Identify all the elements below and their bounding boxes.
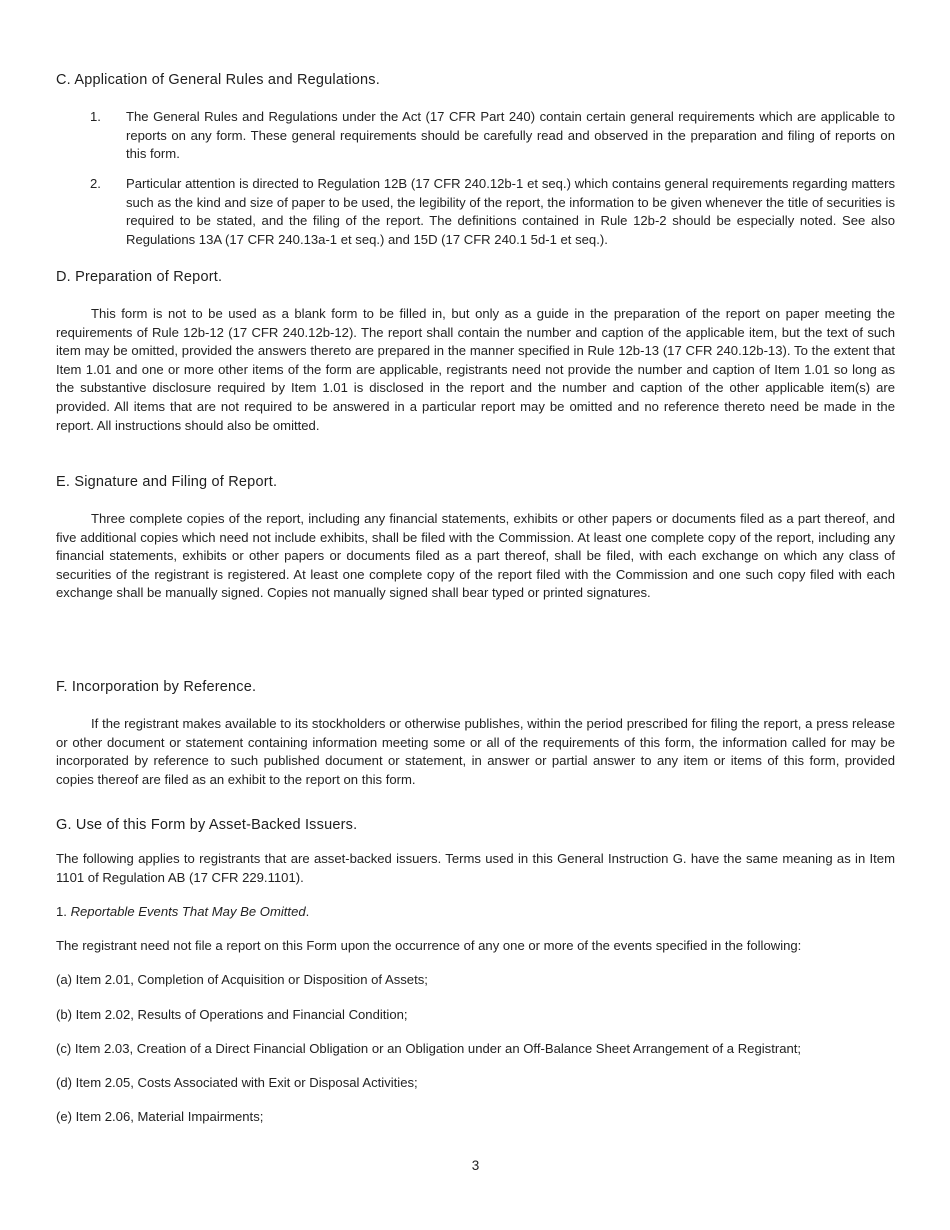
event-item: (b) Item 2.02, Results of Operations and Financial Condition;: [56, 1007, 408, 1022]
subsection-number: 1.: [56, 904, 67, 919]
section-f-body: If the registrant makes available to its stockholders or otherwise publishes, within the period prescribed for filing the report, a press release or other document or statement containing information meeting some or all of the requirements of this form, the information called for may be incorporated by reference to such published document or statement, in answer or partial answer to any item or items of this form, provided copies thereof are filed as an exhibit to the report on this form.: [56, 716, 895, 787]
section-f-heading: F. Incorporation by Reference.: [56, 679, 257, 695]
section-c-heading: C. Application of General Rules and Regulations.: [56, 72, 380, 88]
subsection-italic-title: Reportable Events That May Be Omitted: [70, 904, 306, 919]
list-text: The General Rules and Regulations under the Act (17 CFR Part 240) contain certain general requirements which are applicable to reports on any form. These general requirements should be carefully read and observed in the preparation and filing of reports on this form.: [126, 109, 895, 162]
section-d-heading: D. Preparation of Report.: [56, 269, 223, 285]
document-page: [56, 0, 895, 1230]
event-item: (d) Item 2.05, Costs Associated with Exit or Disposal Activities;: [56, 1075, 418, 1090]
events-lead: The registrant need not file a report on this Form upon the occurrence of any one or more of the events specified in the following:: [56, 938, 802, 953]
event-item: (e) Item 2.06, Material Impairments;: [56, 1109, 264, 1124]
section-e-heading: E. Signature and Filing of Report.: [56, 474, 278, 490]
page-number: 3: [471, 1158, 480, 1173]
section-e-body: Three complete copies of the report, including any financial statements, exhibits or other papers or documents filed as a part thereof, and five additional copies which need not include exhibits, shall be filed with the Commission. At least one complete copy of the report, including any financial statements, exhibits or other papers or documents filed as a part thereof, shall be filed, with each exchange on which any class of securities of the registrant is registered. At least one complete copy of the report filed with the Commission and one such copy filed with each exchange shall be manually signed. Copies not manually signed shall bear typed or printed signatures.: [56, 511, 895, 601]
event-item: (a) Item 2.01, Completion of Acquisition or Disposition of Assets;: [56, 972, 428, 987]
section-d-body: This form is not to be used as a blank form to be filled in, but only as a guide in the preparation of the report on paper meeting the requirements of Rule 12b-12 (17 CFR 240.12b-12). The report shall contain the number and caption of the applicable item, but the text of such item may be omitted, provided the answers thereto are prepared in the manner specified in Rule 12b-13 (17 CFR 240.12b-13). To the extent that Item 1.01 and one or more other items of the form are applicable, registrants need not provide the number and caption of Item 1.01 so long as the substantive disclosure required by Item 1.01 is disclosed in the report and the number and caption of the other applicable item(s) are provided. All items that are not required to be answered in a particular report may be omitted and no reference thereto need be made in the report. All instructions should also be omitted.: [56, 306, 895, 433]
list-number: 1.: [90, 109, 101, 124]
subsection-title: [56, 903, 309, 921]
section-g-heading: G. Use of this Form by Asset-Backed Issuers.: [56, 817, 358, 833]
section-g-intro: The following applies to registrants that are asset-backed issuers. Terms used in this General Instruction G. have the same meaning as in Item 1101 of Regulation AB (17 CFR 229.1101).: [56, 851, 895, 885]
list-number: 2.: [90, 176, 101, 191]
event-item: (c) Item 2.03, Creation of a Direct Financial Obligation or an Obligation under an Off-Balance Sheet Arrangement of a Registrant;: [56, 1041, 802, 1056]
list-text: Particular attention is directed to Regulation 12B (17 CFR 240.12b-1 et seq.) which contains general requirements regarding matters such as the kind and size of paper to be used, the legibility of the report, the information to be given whenever the title of securities is required to be stated, and the filing of the report. The definitions contained in Rule 12b-2 should be especially noted. See also Regulations 13A (17 CFR 240.13a-1 et seq.) and 15D (17 CFR 240.1 5d-1 et seq.).: [126, 176, 895, 247]
subsection-period: .: [305, 904, 310, 919]
